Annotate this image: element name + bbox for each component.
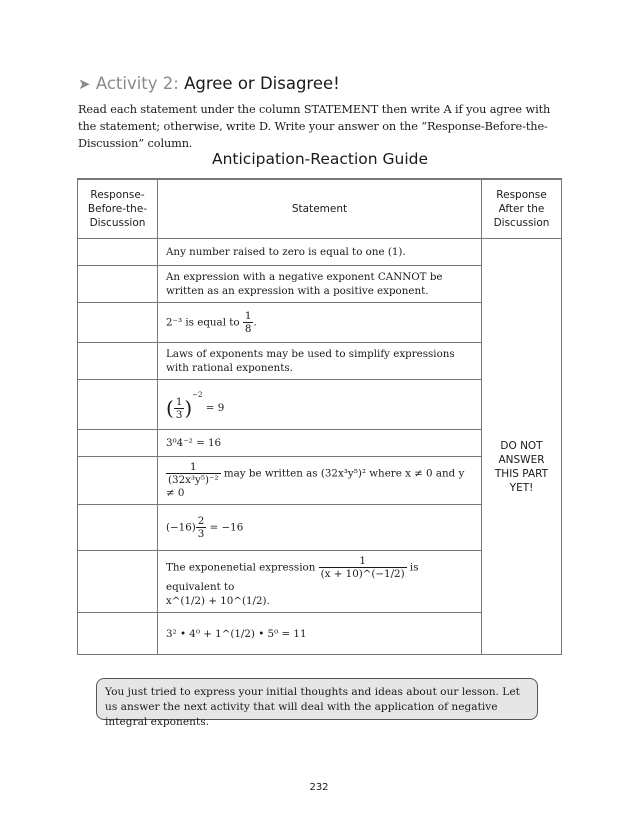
statement-pre: (−16) xyxy=(166,521,196,534)
denominator: 3 xyxy=(175,408,183,421)
response-before-cell[interactable] xyxy=(78,613,158,655)
statement-cell: 3⁰4⁻² = 16 xyxy=(158,430,482,457)
response-before-cell[interactable] xyxy=(78,551,158,613)
numerator: 1 xyxy=(319,555,407,568)
fraction xyxy=(196,515,207,540)
statement-cell: ( $\frac{1}{3}$ )$^{-2}$ = 9 xyxy=(158,380,482,430)
statement-post: may be written as (32x³y⁵)² where x ≠ 0 and y ≠ 0 xyxy=(166,467,465,499)
denominator: 8 xyxy=(244,323,252,335)
statement-pre: 2⁻³ is equal to xyxy=(166,316,240,329)
response-before-cell[interactable] xyxy=(78,239,158,266)
numerator: 2 xyxy=(197,515,205,527)
statement-post: = 9 xyxy=(205,402,225,415)
denominator: (32x³y⁵)⁻² xyxy=(168,474,219,486)
activity-title: Agree or Disagree! xyxy=(184,74,340,93)
response-before-cell[interactable] xyxy=(78,457,158,505)
response-before-cell[interactable] xyxy=(78,266,158,303)
statement-cell xyxy=(158,303,482,343)
statement-cell xyxy=(158,457,482,505)
response-before-cell[interactable] xyxy=(78,343,158,380)
numerator: 1 xyxy=(175,395,183,408)
guide-title: Anticipation-Reaction Guide xyxy=(211,150,429,168)
fraction xyxy=(319,555,407,580)
exponent: −2 xyxy=(192,391,203,400)
statement-cell: Any number raised to zero is equal to one (1). xyxy=(158,239,482,266)
response-before-cell[interactable] xyxy=(78,430,158,457)
statement-post: . xyxy=(253,316,257,329)
statement-cell: Laws of exponents may be used to simplify expressions with rational exponents. xyxy=(158,343,482,380)
fraction xyxy=(166,461,221,486)
response-before-cell[interactable] xyxy=(78,505,158,551)
header-response-before: Response- Before-the- Discussion xyxy=(78,179,158,239)
activity-heading xyxy=(78,74,340,93)
statement-post: = −16 xyxy=(209,521,244,534)
table-row xyxy=(78,239,562,266)
numerator: 1 xyxy=(244,310,252,322)
header-response-after: Response After the Discussion xyxy=(482,179,562,239)
header-statement: Statement xyxy=(158,179,482,239)
activity-label: Activity 2: xyxy=(95,74,179,93)
statement-cell xyxy=(158,551,482,613)
statement-post: is equivalent to xyxy=(166,561,419,593)
table-header-row xyxy=(78,179,562,239)
statement-cell: An expression with a negative exponent CANNOT be written as an expression with a positive exponent. xyxy=(158,266,482,303)
statement-cell xyxy=(158,505,482,551)
page-number: 232 xyxy=(309,782,329,793)
denominator: 3 xyxy=(197,528,205,540)
fraction xyxy=(174,396,185,421)
response-before-cell[interactable] xyxy=(78,380,158,430)
do-not-answer-cell: DO NOT ANSWER THIS PART YET! xyxy=(482,239,562,655)
statement-line2: x^(1/2) + 10^(1/2). xyxy=(166,595,270,607)
instructions: Read each statement under the column STATEMENT then write A if you agree with the statement; otherwise, write D. Write your answer on the “Response-Before-the-Discussion” column. xyxy=(78,103,551,150)
numerator: 1 xyxy=(166,461,221,474)
arrow-icon: ➤ xyxy=(78,75,91,93)
denominator: (x + 10)^(−1/2) xyxy=(320,568,405,580)
anticipation-reaction-table xyxy=(77,178,562,655)
fraction xyxy=(243,310,257,335)
note-box: You just tried to express your initial thoughts and ideas about our lesson. Let us answer the next activity that will deal with the application of negative integral exponents. xyxy=(96,678,538,720)
response-before-cell[interactable] xyxy=(78,303,158,343)
statement-pre: The exponenetial expression xyxy=(166,561,316,574)
statement-cell: 3² • 4⁰ + 1^(1/2) • 5⁰ = 11 xyxy=(158,613,482,655)
